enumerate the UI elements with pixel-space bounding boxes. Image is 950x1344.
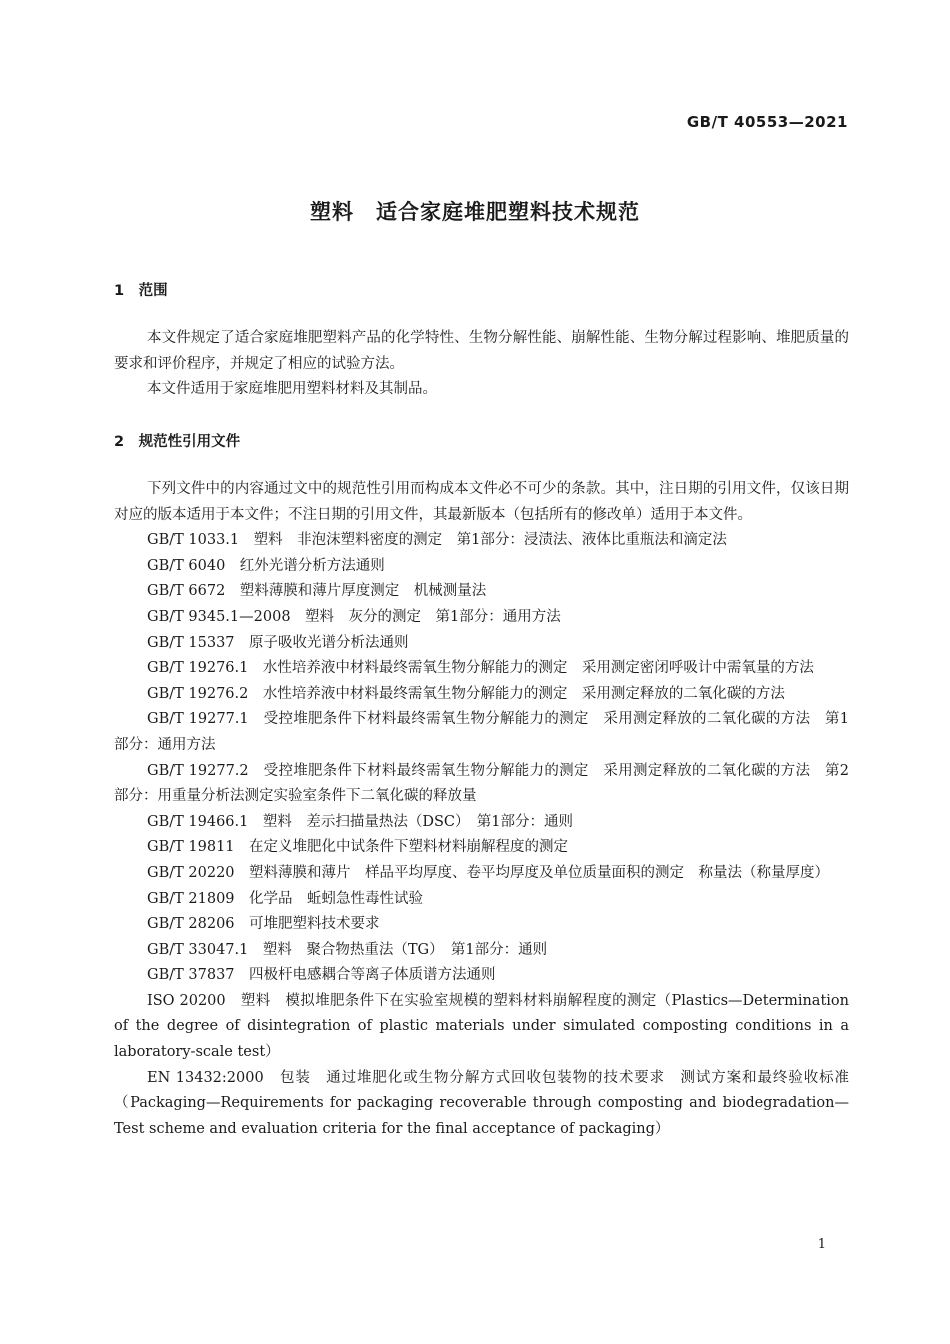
scope-paragraph: 本文件规定了适合家庭堆肥塑料产品的化学特性、生物分解性能、崩解性能、生物分解过程影响、堆肥质量的要求和评价程序，并规定了相应的试验方法。 [114,330,849,372]
reference-item: GB/T 6672 塑料薄膜和薄片厚度测定 机械测量法 [147,583,487,600]
reference-item: GB/T 19277.1 受控堆肥条件下材料最终需氧生物分解能力的测定 采用测定释放的二氧化碳的方法 第1部分：通用方法 [114,711,849,753]
section-1-heading: 1 范围 [114,283,168,299]
standard-number: GB/T 40553—2021 [686,113,848,131]
document-title: 塑料 适合家庭堆肥塑料技术规范 [310,200,640,224]
section-2-heading: 2 规范性引用文件 [114,434,241,450]
reference-item: GB/T 19277.2 受控堆肥条件下材料最终需氧生物分解能力的测定 采用测定释放的二氧化碳的方法 第2部分：用重量分析法测定实验室条件下二氧化碳的释放量 [114,762,849,805]
references-intro: 下列文件中的内容通过文中的规范性引用而构成本文件必不可少的条款。其中，注日期的引用文件，仅该日期对应的版本适用于本文件；不注日期的引用文件，其最新版本（包括所有的修改单）适用于本文件。 [114,481,849,523]
reference-item: ISO 20200 塑料 模拟堆肥条件下在实验室规模的塑料材料崩解程度的测定（Plastics—Determination of the degree of disintegration of plastic materials under simulated composting conditions in a laboratory-scale test） [114,992,854,1061]
reference-item: GB/T 33047.1 塑料 聚合物热重法（TG） 第1部分：通则 [147,941,548,958]
scope-paragraph: 本文件适用于家庭堆肥用塑料材料及其制品。 [147,381,437,398]
reference-item: GB/T 19276.1 水性培养液中材料最终需氧生物分解能力的测定 采用测定密闭呼吸计中需氧量的方法 [147,660,814,677]
reference-item: GB/T 6040 红外光谱分析方法通则 [147,557,385,574]
reference-item: GB/T 1033.1 塑料 非泡沫塑料密度的测定 第1部分：浸渍法、液体比重瓶法和滴定法 [147,532,727,549]
reference-item: GB/T 28206 可堆肥塑料技术要求 [147,916,380,933]
reference-item: GB/T 15337 原子吸收光谱分析法通则 [147,634,409,651]
reference-item: GB/T 19276.2 水性培养液中材料最终需氧生物分解能力的测定 采用测定释放的二氧化碳的方法 [147,685,785,702]
reference-item: GB/T 19811 在定义堆肥化中试条件下塑料材料崩解程度的测定 [147,839,569,856]
reference-item: GB/T 37837 四极杆电感耦合等离子体质谱方法通则 [147,967,496,984]
reference-item: GB/T 9345.1—2008 塑料 灰分的测定 第1部分：通用方法 [147,608,561,625]
reference-item: GB/T 20220 塑料薄膜和薄片 样品平均厚度、卷平均厚度及单位质量面积的测定 称量法（称量厚度） [147,864,830,881]
page-number: 1 [817,1237,826,1252]
section-2-body [114,477,854,1142]
section-1-body [114,326,849,403]
reference-item: GB/T 21809 化学品 蚯蚓急性毒性试验 [147,890,424,907]
reference-item: GB/T 19466.1 塑料 差示扫描量热法（DSC） 第1部分：通则 [147,813,573,830]
reference-item: EN 13432:2000 包装 通过堆肥化或生物分解方式回收包装物的技术要求 测试方案和最终验收标准（Packaging—Requirements for packaging recoverable through composting and biodegradation—Test scheme and evaluation criteria for the final acceptance of packaging） [114,1069,849,1137]
